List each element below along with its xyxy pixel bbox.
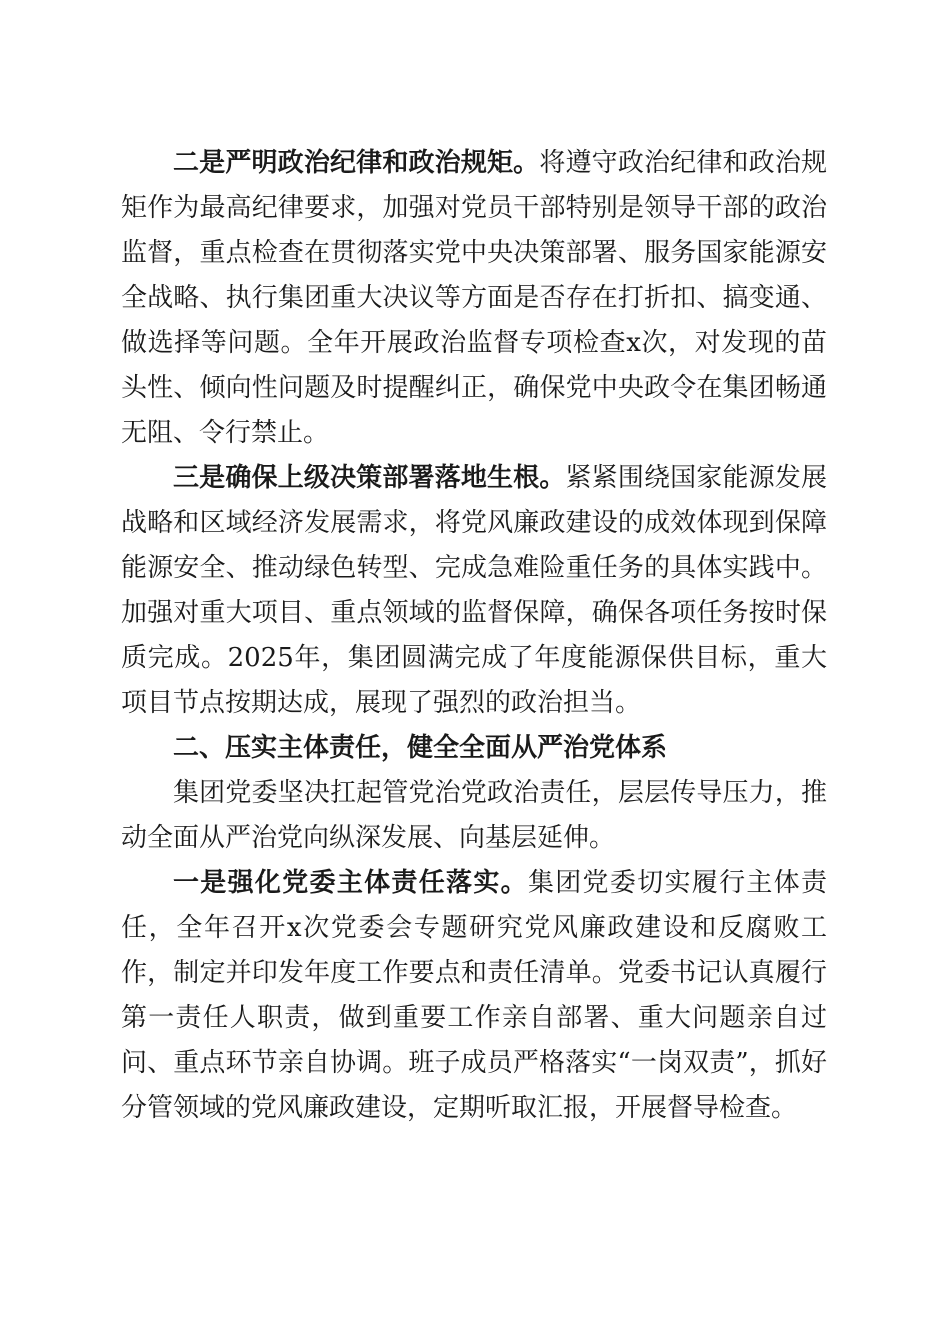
paragraph-lead: 三是确保上级决策部署落地生根。: [173, 463, 566, 493]
paragraph-political-discipline: [121, 141, 827, 456]
paragraph-lead: 二是严明政治纪律和政治规矩。: [173, 148, 540, 178]
paragraph-party-committee-responsibility: [121, 861, 827, 1131]
paragraph-text: 将遵守政治纪律和政治规矩作为最高纪律要求，加强对党员干部特别是领导干部的政治监督，重点检查在贯彻落实党中央决策部署、服务国家能源安全战略、执行集团重大决议等方面是否存在打折扣、搞变通、做选择等问题。全年开展政治监督专项检查x次，对发现的苗头性、倾向性问题及时提醒纠正，确保党中央政令在集团畅通无阻、令行禁止。: [121, 148, 827, 448]
document-body: [121, 141, 827, 1131]
paragraph-decision-implementation: [121, 456, 827, 726]
paragraph-lead: 一是强化党委主体责任落实。: [173, 868, 528, 898]
section-heading: 二、压实主体责任，健全全面从严治党体系: [173, 733, 668, 763]
paragraph-text: 集团党委切实履行主体责任，全年召开x次党委会专题研究党风廉政建设和反腐败工作，制定并印发年度工作要点和责任清单。党委书记认真履行第一责任人职责，做到重要工作亲自部署、重大问题亲自过问、重点环节亲自协调。班子成员严格落实“一岗双责”，抓好分管领域的党风廉政建设，定期听取汇报，开展督导检查。: [121, 868, 827, 1123]
paragraph-text: 紧紧围绕国家能源发展战略和区域经济发展需求，将党风廉政建设的成效体现到保障能源安全、推动绿色转型、完成急难险重任务的具体实践中。加强对重大项目、重点领域的监督保障，确保各项任务按时保质完成。2025年，集团圆满完成了年度能源保供目标，重大项目节点按期达成，展现了强烈的政治担当。: [121, 463, 827, 718]
section-intro-paragraph: 集团党委坚决扛起管党治党政治责任，层层传导压力，推动全面从严治党向纵深发展、向基层延伸。: [121, 778, 827, 853]
